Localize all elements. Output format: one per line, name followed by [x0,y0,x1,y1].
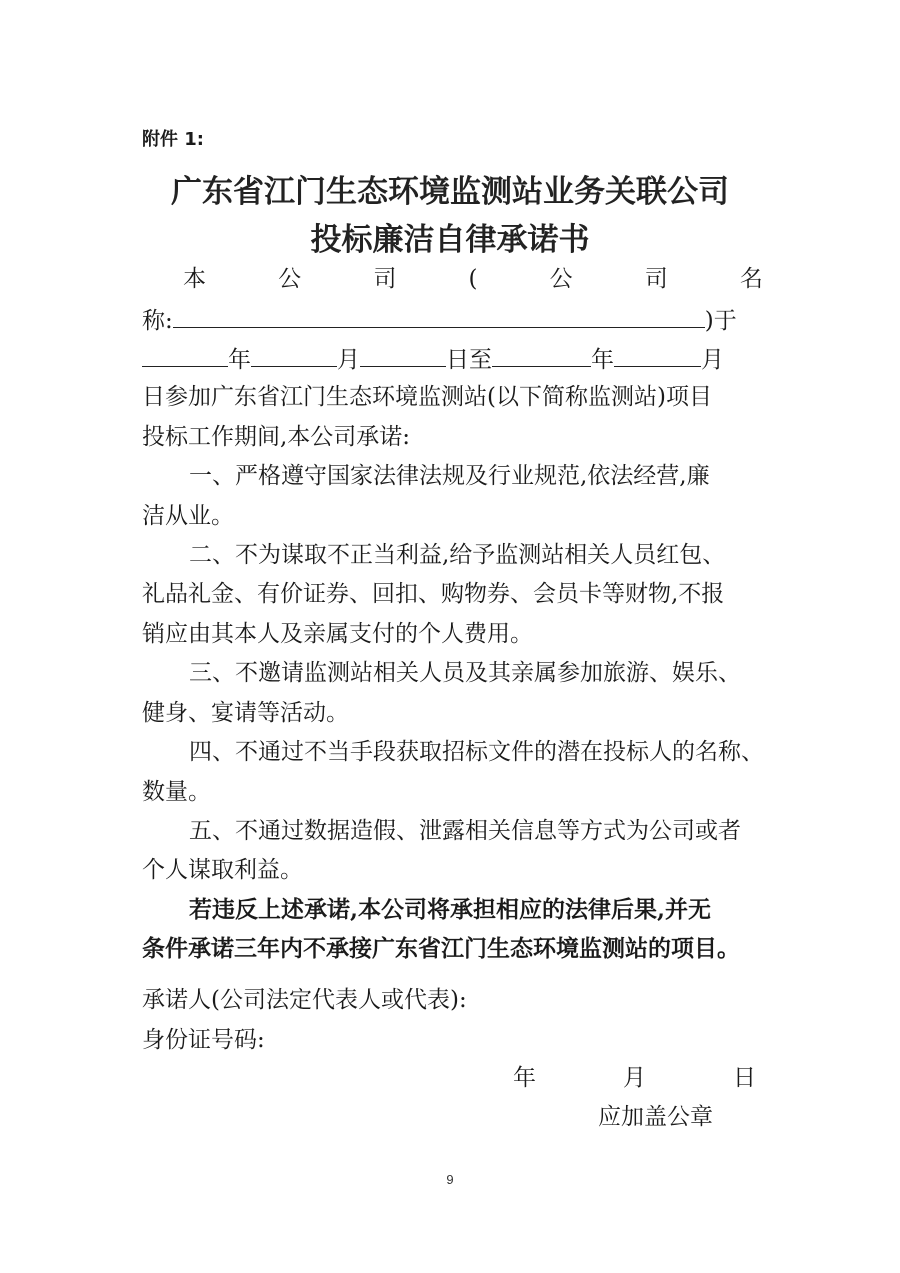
sign-date-month: 月 [623,1065,646,1091]
company-name-blank[interactable] [173,305,705,328]
intro-char: 司 [373,266,397,292]
start-day-blank[interactable] [360,344,446,367]
item-5-line-2: 个人谋取利益。 [142,857,303,883]
month-unit: 月 [337,347,360,373]
item-3-line-2: 健身、宴请等活动。 [142,700,349,726]
intro-char: 名 [739,266,763,292]
company-name-line [142,305,737,336]
item-4-line-2: 数量。 [142,779,211,805]
intro-char: 公 [278,266,302,292]
start-month-blank[interactable] [251,344,337,367]
intro-char: ( [468,266,478,292]
attachment-label: 附件 1: [142,129,204,150]
item-2-line-1: 二、不为谋取不正当利益,给予监测站相关人员红包、 [189,542,726,568]
item-1-line-2: 洁从业。 [142,503,234,529]
sign-date-year: 年 [513,1065,536,1091]
item-5-line-1: 五、不通过数据造假、泄露相关信息等方式为公司或者 [189,818,741,844]
sign-date-day: 日 [733,1065,756,1091]
item-2-line-3: 销应由其本人及亲属支付的个人费用。 [142,621,533,647]
id-number-label: 身份证号码: [142,1027,265,1053]
item-2-line-2: 礼品礼金、有价证券、回扣、购物券、会员卡等财物,不报 [142,581,725,607]
title-line-1: 广东省江门生态环境监测站业务关联公司 [171,174,729,210]
date-range-line [142,344,724,375]
intro-char: 司 [644,266,668,292]
start-year-blank[interactable] [142,344,228,367]
intro-char: 公 [549,266,573,292]
company-name-prefix: 称: [142,308,173,334]
intro-char: 本 [183,266,206,292]
intro-line-4: 投标工作期间,本公司承诺: [142,424,411,450]
year-unit: 年 [591,347,614,373]
penalty-line-1: 若违反上述承诺,本公司将承担相应的法律后果,并无 [189,896,712,923]
year-unit: 年 [228,347,251,373]
item-3-line-1: 三、不邀请监测站相关人员及其亲属参加旅游、娱乐、 [189,660,741,686]
promisor-label: 承诺人(公司法定代表人或代表): [142,987,467,1013]
item-4-line-1: 四、不通过不当手段获取招标文件的潜在投标人的名称、 [189,739,764,765]
intro-line-3: 日参加广东省江门生态环境监测站(以下简称监测站)项目 [142,384,712,410]
company-name-suffix: )于 [704,308,737,334]
title-line-2: 投标廉洁自律承诺书 [310,222,590,258]
penalty-line-2: 条件承诺三年内不承接广东省江门生态环境监测站的项目。 [142,935,740,962]
month-unit: 月 [701,347,724,373]
intro-line-1 [183,264,763,294]
page-number: 9 [446,1172,454,1187]
seal-note: 应加盖公章 [598,1104,713,1130]
day-to-unit: 日至 [446,347,492,373]
end-month-blank[interactable] [614,344,701,367]
item-1-line-1: 一、严格遵守国家法律法规及行业规范,依法经营,廉 [189,463,710,489]
end-year-blank[interactable] [492,344,591,367]
